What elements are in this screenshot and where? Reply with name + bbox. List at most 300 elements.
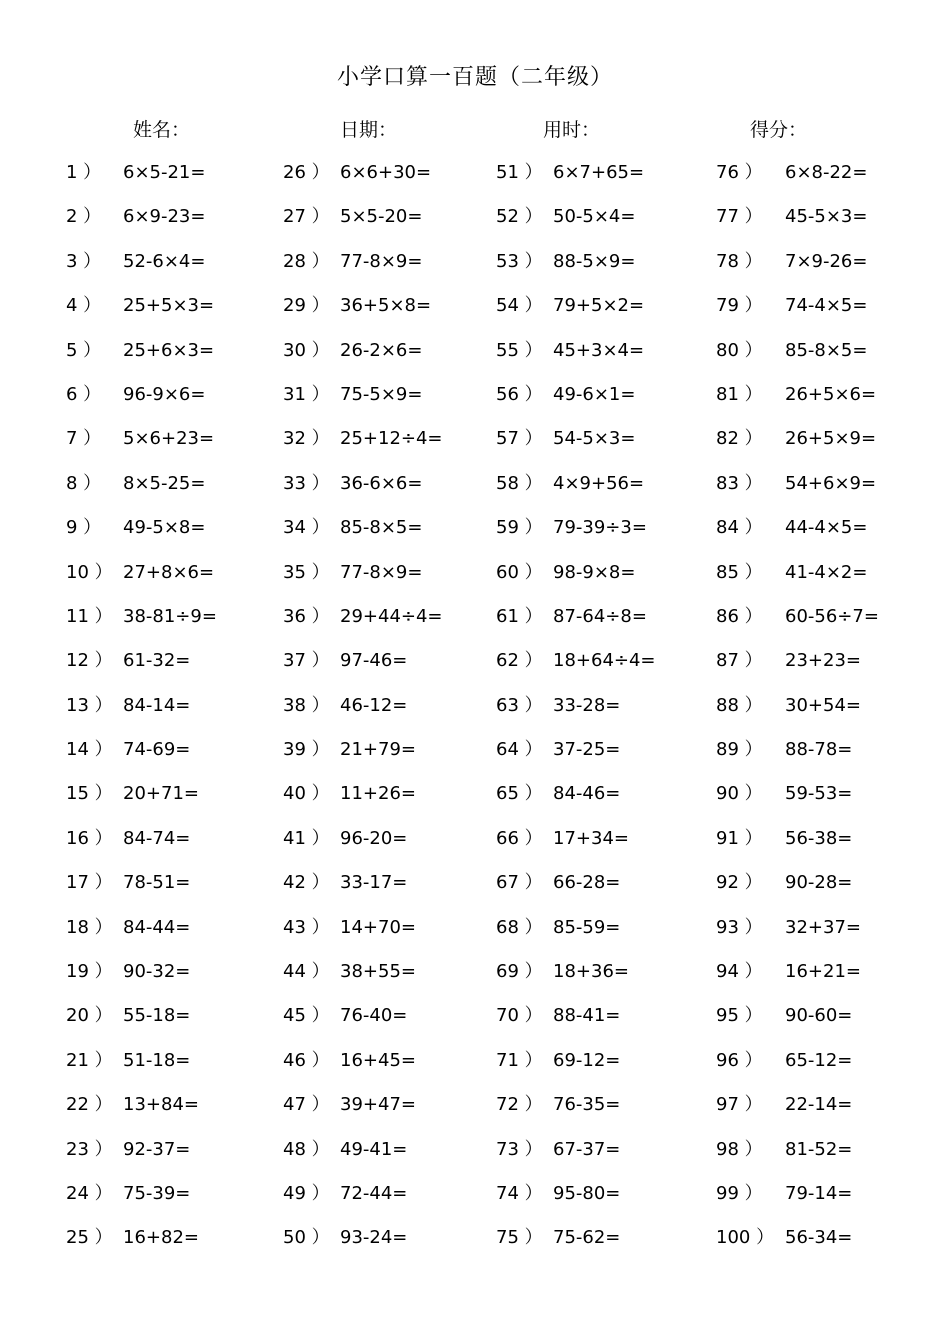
problem-number: 6 ） (66, 383, 102, 405)
problem-row (283, 515, 503, 559)
problem-number: 19 ） (66, 961, 113, 983)
problem-row (716, 604, 936, 648)
problem-expression: 21+79= (340, 739, 416, 761)
problem-number: 32 ） (283, 428, 330, 450)
problem-row (716, 1181, 936, 1225)
problem-row (716, 826, 936, 870)
problem-number: 44 ） (283, 961, 330, 983)
problem-number: 84 ） (716, 517, 763, 539)
problem-expression: 67-37= (553, 1138, 621, 1160)
problem-expression: 45+3×4= (553, 339, 645, 361)
problem-row (496, 915, 716, 959)
problem-number: 43 ） (283, 916, 330, 938)
problem-expression: 93-24= (340, 1227, 408, 1249)
problem-expression: 49-5×8= (123, 517, 206, 539)
problem-expression: 90-32= (123, 961, 191, 983)
problem-expression: 69-12= (553, 1049, 621, 1071)
problem-number: 89 ） (716, 739, 763, 761)
problem-row (496, 781, 716, 825)
problem-expression: 90-28= (785, 872, 853, 894)
problem-row (716, 160, 936, 204)
problem-row (283, 604, 503, 648)
problem-row (283, 648, 503, 692)
problem-expression: 45-5×3= (785, 206, 868, 228)
problem-expression: 27+8×6= (123, 561, 215, 583)
problem-number: 54 ） (496, 295, 543, 317)
problem-row (496, 1137, 716, 1181)
problem-row (283, 293, 503, 337)
problem-expression: 18+36= (553, 961, 629, 983)
problem-number: 60 ） (496, 561, 543, 583)
problem-number: 70 ） (496, 1005, 543, 1027)
problem-expression: 77-8×9= (340, 561, 423, 583)
problem-expression: 81-52= (785, 1138, 853, 1160)
problem-expression: 95-80= (553, 1182, 621, 1204)
problem-expression: 97-46= (340, 650, 408, 672)
problem-expression: 85-8×5= (785, 339, 868, 361)
problem-row (496, 515, 716, 559)
problem-expression: 56-34= (785, 1227, 853, 1249)
problem-expression: 18+64÷4= (553, 650, 656, 672)
problem-number: 90 ） (716, 783, 763, 805)
problem-expression: 55-18= (123, 1005, 191, 1027)
problem-row (283, 204, 503, 248)
problem-row (496, 1048, 716, 1092)
problem-number: 33 ） (283, 472, 330, 494)
problem-expression: 39+47= (340, 1094, 416, 1116)
problem-expression: 84-46= (553, 783, 621, 805)
problem-number: 78 ） (716, 250, 763, 272)
problem-row (66, 915, 286, 959)
problem-row (716, 1003, 936, 1047)
problem-expression: 74-4×5= (785, 295, 868, 317)
problem-expression: 88-78= (785, 739, 853, 761)
problem-expression: 92-37= (123, 1138, 191, 1160)
problem-row (496, 604, 716, 648)
problem-number: 30 ） (283, 339, 330, 361)
problem-expression: 6×8-22= (785, 162, 868, 183)
problem-number: 97 ） (716, 1094, 763, 1116)
problem-number: 55 ） (496, 339, 543, 361)
problem-number: 94 ） (716, 961, 763, 983)
problem-row (283, 426, 503, 470)
problem-number: 21 ） (66, 1049, 113, 1071)
problem-number: 31 ） (283, 383, 330, 405)
problem-number: 45 ） (283, 1005, 330, 1027)
problem-row (716, 560, 936, 604)
problem-expression: 75-5×9= (340, 383, 423, 405)
problem-number: 86 ） (716, 605, 763, 627)
problem-expression: 51-18= (123, 1049, 191, 1071)
problem-number: 22 ） (66, 1094, 113, 1116)
problem-row (66, 1003, 286, 1047)
problem-number: 8 ） (66, 472, 102, 494)
problem-number: 75 ） (496, 1227, 543, 1249)
problem-row (496, 293, 716, 337)
problem-row (716, 249, 936, 293)
problem-number: 11 ） (66, 605, 113, 627)
problem-expression: 76-35= (553, 1094, 621, 1116)
problem-number: 81 ） (716, 383, 763, 405)
problem-expression: 26-2×6= (340, 339, 423, 361)
problem-number: 48 ） (283, 1138, 330, 1160)
problem-row (66, 781, 286, 825)
problem-row (496, 737, 716, 781)
problem-expression: 75-62= (553, 1227, 621, 1249)
problem-row (716, 781, 936, 825)
problem-row (283, 959, 503, 1003)
problem-expression: 66-28= (553, 872, 621, 894)
problem-row (496, 338, 716, 382)
problem-row (283, 781, 503, 825)
problem-expression: 25+5×3= (123, 295, 215, 317)
problem-number: 64 ） (496, 739, 543, 761)
problem-expression: 75-39= (123, 1182, 191, 1204)
problem-expression: 38-81÷9= (123, 605, 217, 627)
problem-expression: 38+55= (340, 961, 416, 983)
problem-expression: 41-4×2= (785, 561, 868, 583)
problem-row (283, 1181, 503, 1225)
problem-number: 77 ） (716, 206, 763, 228)
problem-row (66, 293, 286, 337)
problem-expression: 14+70= (340, 916, 416, 938)
score-field-label: 得分： (750, 119, 808, 141)
problem-row (66, 1225, 286, 1269)
problem-expression: 26+5×6= (785, 383, 877, 405)
problem-expression: 6×9-23= (123, 206, 206, 228)
problem-row (496, 1181, 716, 1225)
problem-number: 67 ） (496, 872, 543, 894)
problem-number: 26 ） (283, 162, 330, 183)
problem-row (66, 1048, 286, 1092)
problem-expression: 22-14= (785, 1094, 853, 1116)
name-field-label: 姓名： (133, 119, 191, 141)
problem-expression: 6×7+65= (553, 162, 645, 183)
problem-row (496, 1225, 716, 1269)
problem-number: 46 ） (283, 1049, 330, 1071)
problem-number: 39 ） (283, 739, 330, 761)
problem-row (716, 870, 936, 914)
problem-expression: 16+45= (340, 1049, 416, 1071)
problem-expression: 90-60= (785, 1005, 853, 1027)
problem-number: 87 ） (716, 650, 763, 672)
problem-number: 66 ） (496, 827, 543, 849)
problem-number: 18 ） (66, 916, 113, 938)
problem-expression: 33-17= (340, 872, 408, 894)
problem-number: 71 ） (496, 1049, 543, 1071)
problem-expression: 77-8×9= (340, 250, 423, 272)
problem-row (283, 382, 503, 426)
problem-row (66, 560, 286, 604)
problem-expression: 13+84= (123, 1094, 199, 1116)
problem-number: 16 ） (66, 827, 113, 849)
problem-number: 72 ） (496, 1094, 543, 1116)
problem-number: 9 ） (66, 517, 102, 539)
problem-expression: 44-4×5= (785, 517, 868, 539)
problem-expression: 30+54= (785, 694, 861, 716)
problem-number: 80 ） (716, 339, 763, 361)
problem-column-3 (496, 160, 716, 1270)
problem-number: 62 ） (496, 650, 543, 672)
problem-expression: 84-14= (123, 694, 191, 716)
problem-number: 35 ） (283, 561, 330, 583)
problem-row (496, 160, 716, 204)
problem-expression: 76-40= (340, 1005, 408, 1027)
problem-expression: 79+5×2= (553, 295, 645, 317)
problem-number: 92 ） (716, 872, 763, 894)
problem-number: 79 ） (716, 295, 763, 317)
problem-number: 59 ） (496, 517, 543, 539)
problem-expression: 36-6×6= (340, 472, 423, 494)
problem-expression: 85-59= (553, 916, 621, 938)
problem-number: 82 ） (716, 428, 763, 450)
problem-row (496, 204, 716, 248)
problem-row (496, 471, 716, 515)
problem-number: 49 ） (283, 1182, 330, 1204)
problem-row (496, 382, 716, 426)
problem-row (283, 693, 503, 737)
problem-expression: 72-44= (340, 1182, 408, 1204)
problem-row (496, 1003, 716, 1047)
problem-row (66, 604, 286, 648)
problem-number: 95 ） (716, 1005, 763, 1027)
problem-row (496, 249, 716, 293)
problem-number: 93 ） (716, 916, 763, 938)
problem-expression: 29+44÷4= (340, 605, 443, 627)
problem-expression: 49-6×1= (553, 383, 636, 405)
problem-expression: 8×5-25= (123, 472, 206, 494)
problem-row (716, 1137, 936, 1181)
problem-row (66, 1092, 286, 1136)
problem-expression: 78-51= (123, 872, 191, 894)
problem-number: 83 ） (716, 472, 763, 494)
problem-number: 13 ） (66, 694, 113, 716)
problem-number: 2 ） (66, 206, 102, 228)
problem-row (716, 959, 936, 1003)
problem-number: 25 ） (66, 1227, 113, 1249)
problem-number: 5 ） (66, 339, 102, 361)
problem-row (716, 1092, 936, 1136)
problem-row (716, 338, 936, 382)
problem-expression: 33-28= (553, 694, 621, 716)
problem-number: 88 ） (716, 694, 763, 716)
problem-number: 41 ） (283, 827, 330, 849)
problem-number: 56 ） (496, 383, 543, 405)
problem-row (66, 160, 286, 204)
problem-column-2 (283, 160, 503, 1270)
problem-expression: 61-32= (123, 650, 191, 672)
problem-number: 17 ） (66, 872, 113, 894)
problem-expression: 5×6+23= (123, 428, 215, 450)
problem-expression: 23+23= (785, 650, 861, 672)
problem-number: 73 ） (496, 1138, 543, 1160)
problem-expression: 7×9-26= (785, 250, 868, 272)
problem-number: 57 ） (496, 428, 543, 450)
problem-number: 99 ） (716, 1182, 763, 1204)
problem-row (716, 293, 936, 337)
problem-number: 42 ） (283, 872, 330, 894)
problem-expression: 65-12= (785, 1049, 853, 1071)
problem-row (496, 1092, 716, 1136)
problem-number: 65 ） (496, 783, 543, 805)
problem-expression: 79-14= (785, 1182, 853, 1204)
problem-expression: 79-39÷3= (553, 517, 647, 539)
problem-row (716, 382, 936, 426)
problem-number: 68 ） (496, 916, 543, 938)
problem-number: 100 ） (716, 1227, 775, 1249)
problem-row (716, 1225, 936, 1269)
problem-row (716, 1048, 936, 1092)
problem-number: 50 ） (283, 1227, 330, 1249)
problem-row (716, 515, 936, 559)
problem-row (66, 959, 286, 1003)
problem-expression: 84-44= (123, 916, 191, 938)
problem-expression: 17+34= (553, 827, 629, 849)
problem-row (496, 959, 716, 1003)
problem-expression: 85-8×5= (340, 517, 423, 539)
problem-expression: 98-9×8= (553, 561, 636, 583)
problem-expression: 52-6×4= (123, 250, 206, 272)
problem-row (66, 1181, 286, 1225)
problem-expression: 16+82= (123, 1227, 199, 1249)
problem-row (66, 1137, 286, 1181)
problem-row (496, 648, 716, 692)
problem-number: 47 ） (283, 1094, 330, 1116)
problem-expression: 96-20= (340, 827, 408, 849)
problem-row (66, 249, 286, 293)
problem-row (66, 870, 286, 914)
problem-row (716, 737, 936, 781)
problem-row (716, 426, 936, 470)
problem-row (283, 1225, 503, 1269)
problem-column-4 (716, 160, 936, 1270)
problem-row (496, 426, 716, 470)
problem-row (496, 826, 716, 870)
problem-number: 3 ） (66, 250, 102, 272)
problem-row (66, 515, 286, 559)
problem-number: 28 ） (283, 250, 330, 272)
problem-expression: 49-41= (340, 1138, 408, 1160)
problem-number: 23 ） (66, 1138, 113, 1160)
problem-number: 36 ） (283, 605, 330, 627)
problem-number: 20 ） (66, 1005, 113, 1027)
problem-expression: 4×9+56= (553, 472, 645, 494)
problem-row (66, 382, 286, 426)
problem-row (496, 870, 716, 914)
problem-row (716, 204, 936, 248)
problem-row (283, 1137, 503, 1181)
problem-expression: 5×5-20= (340, 206, 423, 228)
problem-row (283, 1003, 503, 1047)
problem-row (283, 249, 503, 293)
problem-row (283, 826, 503, 870)
problem-number: 63 ） (496, 694, 543, 716)
problem-number: 40 ） (283, 783, 330, 805)
problem-row (496, 693, 716, 737)
problem-number: 24 ） (66, 1182, 113, 1204)
problem-expression: 60-56÷7= (785, 605, 879, 627)
problem-number: 58 ） (496, 472, 543, 494)
problem-row (283, 737, 503, 781)
problem-number: 15 ） (66, 783, 113, 805)
problem-number: 14 ） (66, 739, 113, 761)
problem-expression: 56-38= (785, 827, 853, 849)
problem-expression: 74-69= (123, 739, 191, 761)
problem-row (283, 471, 503, 515)
problem-expression: 87-64÷8= (553, 605, 647, 627)
problem-expression: 50-5×4= (553, 206, 636, 228)
problem-number: 85 ） (716, 561, 763, 583)
problem-expression: 37-25= (553, 739, 621, 761)
problem-row (66, 204, 286, 248)
worksheet-title: 小学口算一百题（二年级） (336, 65, 613, 90)
problem-number: 34 ） (283, 517, 330, 539)
problem-number: 29 ） (283, 295, 330, 317)
problem-row (66, 471, 286, 515)
date-field-label: 日期： (340, 119, 398, 141)
problem-column-1 (66, 160, 286, 1270)
problem-row (283, 338, 503, 382)
problem-number: 7 ） (66, 428, 102, 450)
problem-row (283, 1092, 503, 1136)
problem-row (716, 915, 936, 959)
problem-row (496, 560, 716, 604)
problem-expression: 54+6×9= (785, 472, 877, 494)
problem-row (283, 870, 503, 914)
problem-number: 37 ） (283, 650, 330, 672)
problem-expression: 6×5-21= (123, 162, 206, 183)
problem-number: 53 ） (496, 250, 543, 272)
problem-number: 61 ） (496, 605, 543, 627)
problem-row (283, 560, 503, 604)
problem-expression: 16+21= (785, 961, 861, 983)
problem-number: 4 ） (66, 295, 102, 317)
problem-number: 38 ） (283, 694, 330, 716)
problem-number: 69 ） (496, 961, 543, 983)
problem-row (283, 1048, 503, 1092)
problem-number: 74 ） (496, 1182, 543, 1204)
problem-expression: 59-53= (785, 783, 853, 805)
problem-number: 52 ） (496, 206, 543, 228)
problem-row (66, 693, 286, 737)
problem-row (283, 160, 503, 204)
problem-row (66, 338, 286, 382)
problem-expression: 20+71= (123, 783, 199, 805)
problem-expression: 25+6×3= (123, 339, 215, 361)
problem-expression: 32+37= (785, 916, 861, 938)
problem-number: 51 ） (496, 162, 543, 183)
problem-expression: 46-12= (340, 694, 408, 716)
problem-number: 96 ） (716, 1049, 763, 1071)
problem-expression: 84-74= (123, 827, 191, 849)
problem-row (716, 693, 936, 737)
problem-row (283, 915, 503, 959)
problem-expression: 54-5×3= (553, 428, 636, 450)
problem-number: 76 ） (716, 162, 763, 183)
problem-row (66, 648, 286, 692)
problem-number: 98 ） (716, 1138, 763, 1160)
problem-number: 1 ） (66, 162, 102, 183)
problem-row (716, 648, 936, 692)
problem-expression: 26+5×9= (785, 428, 877, 450)
problem-row (66, 426, 286, 470)
problem-expression: 96-9×6= (123, 383, 206, 405)
problem-row (716, 471, 936, 515)
problem-expression: 11+26= (340, 783, 416, 805)
problem-expression: 88-41= (553, 1005, 621, 1027)
problem-number: 27 ） (283, 206, 330, 228)
problem-row (66, 826, 286, 870)
